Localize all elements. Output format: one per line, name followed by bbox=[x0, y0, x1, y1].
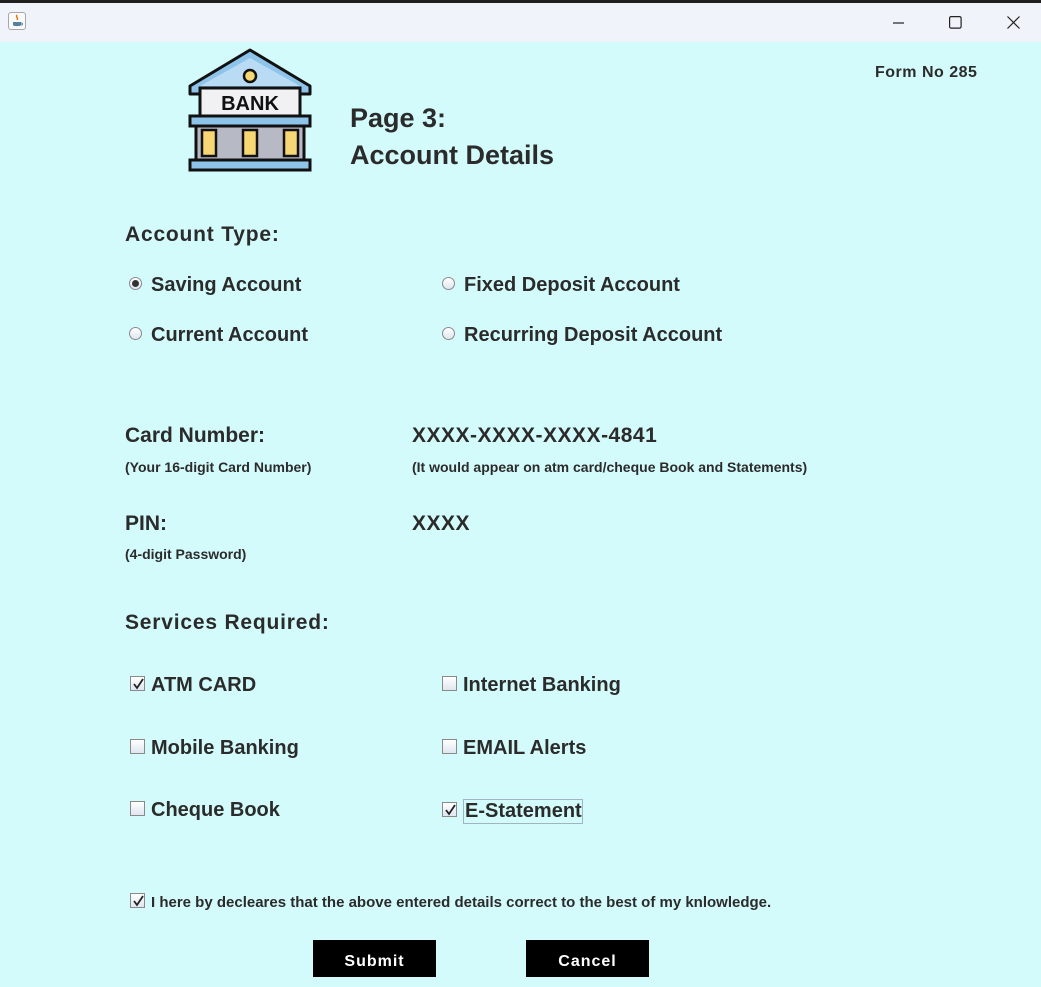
submit-button[interactable]: Submit bbox=[313, 940, 436, 977]
card-number-hint: (Your 16-digit Card Number) bbox=[125, 459, 312, 475]
page-number-label: Page 3: bbox=[350, 103, 447, 133]
checkbox-e-statement[interactable] bbox=[442, 799, 583, 824]
bank-logo bbox=[186, 46, 314, 174]
radio-saving-account[interactable] bbox=[129, 274, 301, 297]
checkbox-mobile-banking[interactable] bbox=[130, 737, 299, 760]
declaration-text: I here by decleares that the above entered details correct to the best of my knlowledge. bbox=[151, 894, 772, 911]
checkbox-email-alerts[interactable] bbox=[442, 737, 586, 760]
account-type-heading: Account Type: bbox=[125, 223, 280, 246]
card-number-note: (It would appear on atm card/cheque Book and Statements) bbox=[412, 459, 808, 475]
checkbox-label: Cheque Book bbox=[151, 799, 280, 821]
maximize-icon bbox=[949, 16, 962, 29]
radio-button[interactable] bbox=[129, 327, 142, 340]
card-number-value: XXXX-XXXX-XXXX-4841 bbox=[412, 424, 658, 447]
checkbox-checked[interactable] bbox=[442, 802, 457, 817]
checkmark-icon bbox=[444, 804, 456, 816]
checkbox[interactable] bbox=[442, 739, 457, 754]
radio-label: Recurring Deposit Account bbox=[464, 324, 723, 346]
svg-text:BANK: BANK bbox=[221, 93, 279, 115]
page-title bbox=[350, 100, 554, 174]
checkbox-label: E-Statement bbox=[465, 800, 582, 822]
radio-current-account[interactable] bbox=[129, 324, 308, 347]
checkbox-internet-banking[interactable] bbox=[442, 674, 621, 697]
form-content bbox=[0, 42, 1041, 987]
close-button[interactable] bbox=[984, 3, 1041, 42]
radio-fixed-deposit-account[interactable] bbox=[442, 274, 680, 297]
minimize-button[interactable] bbox=[870, 3, 928, 42]
services-heading: Services Required: bbox=[125, 611, 330, 634]
radio-label: Fixed Deposit Account bbox=[464, 274, 680, 296]
checkmark-icon bbox=[132, 895, 144, 907]
checkbox[interactable] bbox=[130, 801, 145, 816]
radio-button[interactable] bbox=[442, 327, 455, 340]
form-number: Form No 285 bbox=[875, 64, 978, 81]
cancel-button[interactable]: Cancel bbox=[526, 940, 649, 977]
radio-button-selected[interactable] bbox=[129, 277, 142, 290]
declaration-checkbox[interactable] bbox=[130, 894, 771, 911]
checkbox[interactable] bbox=[130, 739, 145, 754]
checkbox-cheque-book[interactable] bbox=[130, 799, 280, 822]
radio-recurring-deposit-account[interactable] bbox=[442, 324, 722, 347]
checkbox-label: Mobile Banking bbox=[151, 737, 299, 759]
card-number-label: Card Number: bbox=[125, 424, 266, 447]
pin-value: XXXX bbox=[412, 512, 471, 535]
radio-label: Current Account bbox=[151, 324, 309, 346]
radio-label: Saving Account bbox=[151, 274, 302, 296]
checkbox-label: ATM CARD bbox=[151, 674, 257, 696]
checkbox-checked[interactable] bbox=[130, 893, 145, 908]
minimize-icon bbox=[893, 17, 905, 29]
pin-hint: (4-digit Password) bbox=[125, 546, 247, 562]
java-app-icon bbox=[8, 12, 26, 30]
checkmark-icon bbox=[132, 678, 144, 690]
page-heading: Account Details bbox=[350, 140, 555, 170]
maximize-button[interactable] bbox=[926, 3, 984, 42]
pin-label: PIN: bbox=[125, 512, 167, 535]
title-bar bbox=[0, 0, 1041, 42]
checkbox[interactable] bbox=[442, 676, 457, 691]
radio-button[interactable] bbox=[442, 277, 455, 290]
close-icon bbox=[1007, 16, 1020, 29]
checkbox-label: Internet Banking bbox=[463, 674, 621, 696]
checkbox-atm-card[interactable] bbox=[130, 674, 256, 697]
checkbox-label: EMAIL Alerts bbox=[463, 737, 587, 759]
checkbox-checked[interactable] bbox=[130, 676, 145, 691]
